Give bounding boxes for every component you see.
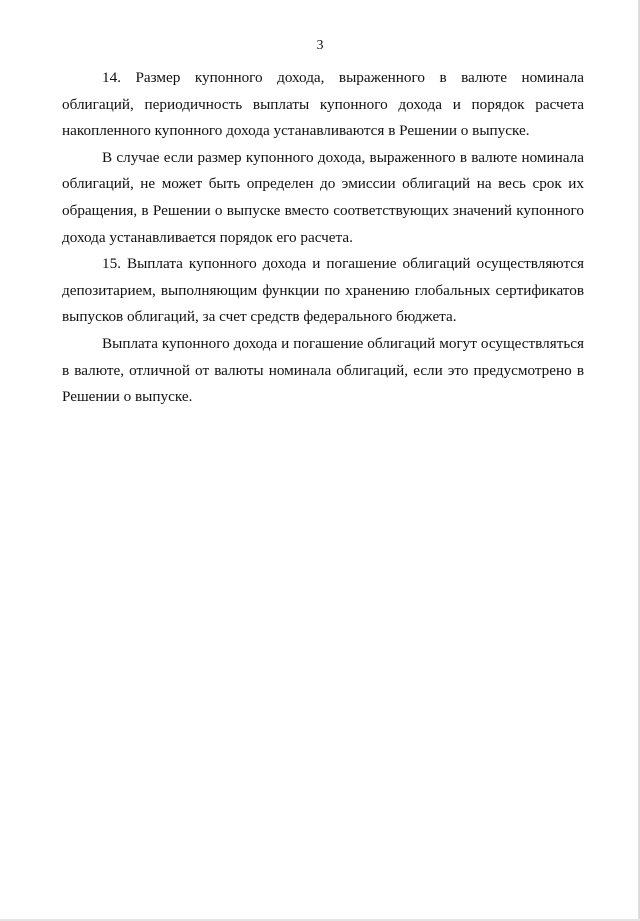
paragraph-15-continuation: Выплата купонного дохода и погашение облигаций могут осуществляться в валюте, отличной от валюты номинала облигаций, если это предусмотрено в Решении о выпуске. bbox=[62, 334, 584, 406]
page-number: 3 bbox=[316, 38, 324, 53]
document-body bbox=[62, 65, 584, 411]
paragraph-15: 15. Выплата купонного дохода и погашение облигаций осуществляются депозитарием, выполняющим функции по хранению глобальных сертификатов выпусков облигаций, за счет средств федерального бюджета. bbox=[62, 255, 584, 326]
paragraph-14-continuation: В случае если размер купонного дохода, выраженного в валюте номинала облигаций, не может быть определен до эмиссии облигаций на весь срок их обращения, в Решении о выпуске вместо соответствующих значений купонного дохода устанавливается порядок его расчета. bbox=[62, 148, 584, 246]
paragraph-14: 14. Размер купонного дохода, выраженного в валюте номинала облигаций, периодичность выплаты купонного дохода и порядок расчета накопленного купонного дохода устанавливаются в Решении о выпуске. bbox=[62, 69, 584, 140]
